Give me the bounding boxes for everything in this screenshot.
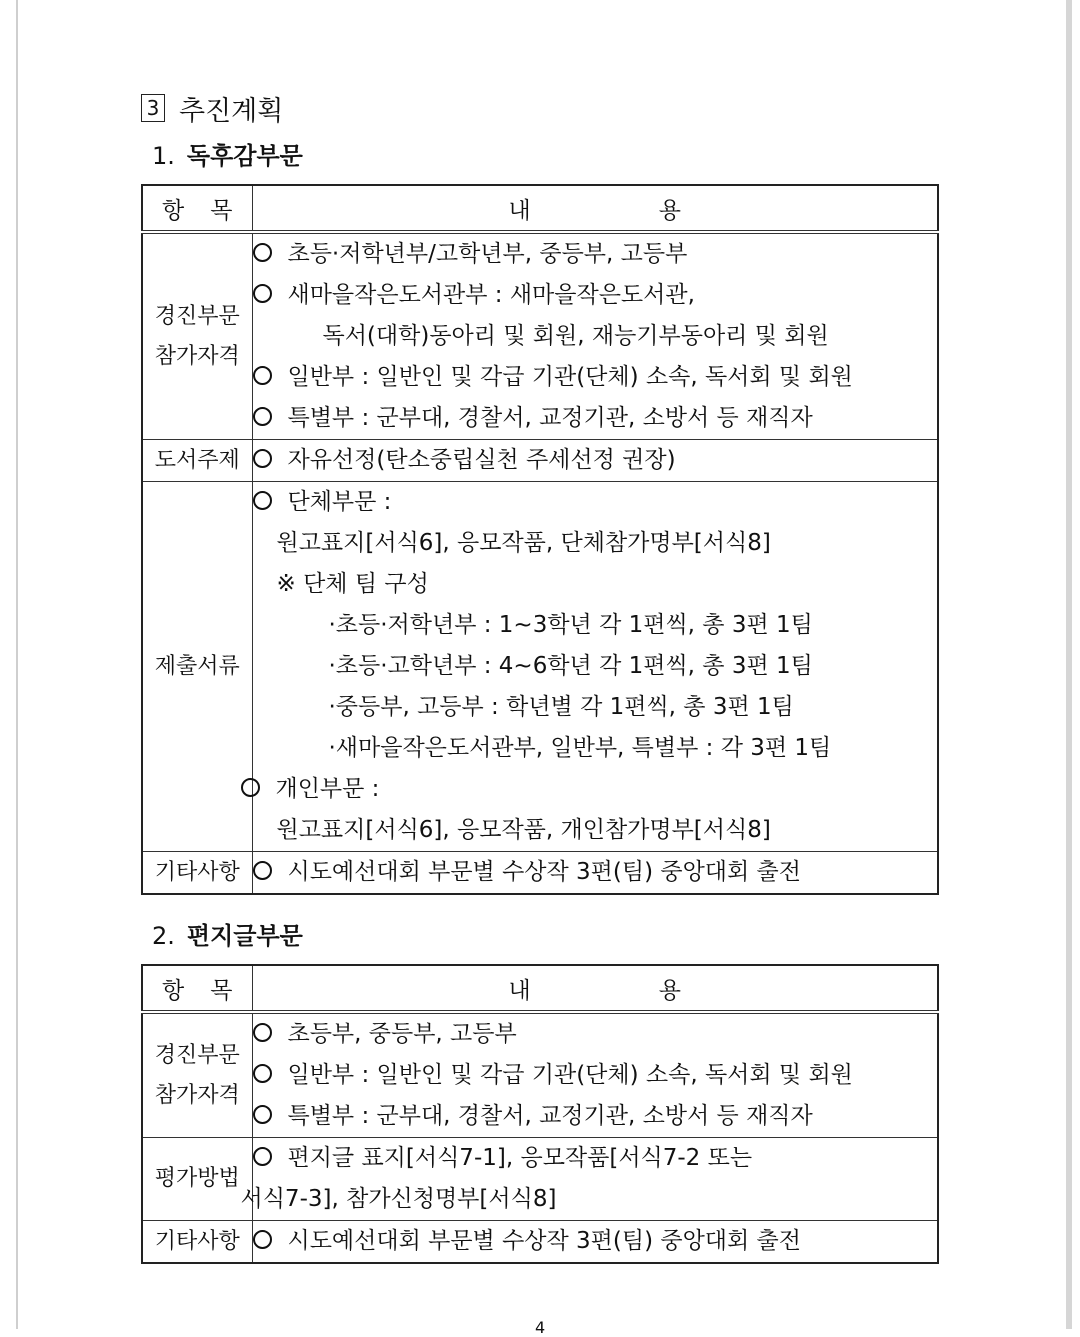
part1-header-item: 항 목 <box>142 185 252 232</box>
list-item: 새마을작은도서관부 : 새마을작은도서관, <box>253 275 938 316</box>
row-content <box>240 1138 938 1221</box>
row-content <box>252 232 938 440</box>
section-title: 추진계획 <box>179 95 284 127</box>
part2-header-row <box>142 965 938 1012</box>
row-label: 경진부문 참가자격 <box>142 232 252 440</box>
part2-header-item: 항 목 <box>142 965 252 1012</box>
part1-row-etc <box>142 852 938 895</box>
part1-row-eligibility <box>142 232 938 440</box>
list-item: 특별부 : 군부대, 경찰서, 교정기관, 소방서 등 재직자 <box>253 398 938 439</box>
list-item: 일반부 : 일반인 및 각급 기관(단체) 소속, 독서회 및 회원 <box>253 357 938 398</box>
part2-row-eligibility <box>142 1012 938 1138</box>
list-item: 시도예선대회 부문별 수상작 3편(팀) 중앙대회 출전 <box>253 1221 938 1262</box>
list-item: 단체부문 : <box>253 482 938 523</box>
row-content <box>252 440 938 482</box>
part1-number: 1. <box>152 142 175 170</box>
part1-row-topic <box>142 440 938 482</box>
part1-row-documents <box>142 482 938 852</box>
list-item: 초등·저학년부/고학년부, 중등부, 고등부 <box>253 234 938 275</box>
row-label: 평가방법 <box>142 1138 252 1221</box>
circle-bullet-icon <box>253 284 272 303</box>
row-label: 제출서류 <box>142 482 252 852</box>
circle-bullet-icon <box>253 1023 272 1042</box>
circle-bullet-icon <box>253 407 272 426</box>
row-content <box>252 482 938 852</box>
part1-heading <box>152 136 303 171</box>
list-item: 일반부 : 일반인 및 각급 기관(단체) 소속, 독서회 및 회원 <box>253 1055 938 1096</box>
part2-header-content: 내 용 <box>252 965 938 1012</box>
list-item: 특별부 : 군부대, 경찰서, 교정기관, 소방서 등 재직자 <box>253 1096 938 1137</box>
part2-row-evaluation <box>142 1138 938 1221</box>
row-content <box>252 1221 938 1264</box>
part1-table <box>141 184 939 895</box>
team-rule-item: ·초등·저학년부 : 1~3학년 각 1편씩, 총 3편 1팀 <box>328 612 813 638</box>
circle-bullet-icon <box>253 491 272 510</box>
list-item-continued: 원고표지[서식6], 응모작품, 개인참가명부[서식8] <box>276 817 771 843</box>
row-content <box>252 1012 938 1138</box>
row-label: 기타사항 <box>142 852 252 895</box>
part2-heading <box>152 916 303 951</box>
circle-bullet-icon <box>253 243 272 262</box>
page-number: 4 <box>535 1318 546 1337</box>
list-item: 개인부문 : <box>241 769 938 810</box>
part2-number: 2. <box>152 922 175 950</box>
row-label: 경진부문 참가자격 <box>142 1012 252 1138</box>
circle-bullet-icon <box>253 1230 272 1249</box>
list-item: 편지글 표지[서식7-1], 응모작품[서식7-2 또는 <box>253 1138 938 1179</box>
list-item-continued: 원고표지[서식6], 응모작품, 단체참가명부[서식8] <box>276 530 771 556</box>
section-heading <box>141 88 283 128</box>
row-label: 기타사항 <box>142 1221 252 1264</box>
team-rule-item: ·중등부, 고등부 : 학년별 각 1편씩, 총 3편 1팀 <box>328 694 794 720</box>
team-rule-item: ·초등·고학년부 : 4~6학년 각 1편씩, 총 3편 1팀 <box>328 653 813 679</box>
part2-title: 편지글부문 <box>186 922 303 950</box>
part2-row-etc <box>142 1221 938 1264</box>
circle-bullet-icon <box>253 1105 272 1124</box>
part1-header-row <box>142 185 938 232</box>
circle-bullet-icon <box>253 1064 272 1083</box>
list-item: 시도예선대회 부문별 수상작 3편(팀) 중앙대회 출전 <box>253 852 938 893</box>
circle-bullet-icon <box>253 1147 272 1166</box>
part1-title: 독후감부문 <box>186 142 303 170</box>
note-item: ※ 단체 팀 구성 <box>276 571 429 597</box>
part1-header-content: 내 용 <box>252 185 938 232</box>
section-number-box: 3 <box>141 94 165 122</box>
row-label: 도서주제 <box>142 440 252 482</box>
list-item-continued: 독서(대학)동아리 및 회원, 재능기부동아리 및 회원 <box>322 323 829 349</box>
part2-table <box>141 964 939 1264</box>
list-item: 자유선정(탄소중립실천 주세선정 권장) <box>253 440 938 481</box>
circle-bullet-icon <box>253 861 272 880</box>
row-content <box>252 852 938 895</box>
circle-bullet-icon <box>253 449 272 468</box>
circle-bullet-icon <box>253 366 272 385</box>
circle-bullet-icon <box>241 778 260 797</box>
list-item: 초등부, 중등부, 고등부 <box>253 1014 938 1055</box>
list-item-continued: 서식7-3], 참가신청명부[서식8] <box>240 1186 557 1212</box>
team-rule-item: ·새마을작은도서관부, 일반부, 특별부 : 각 3편 1팀 <box>328 735 832 761</box>
